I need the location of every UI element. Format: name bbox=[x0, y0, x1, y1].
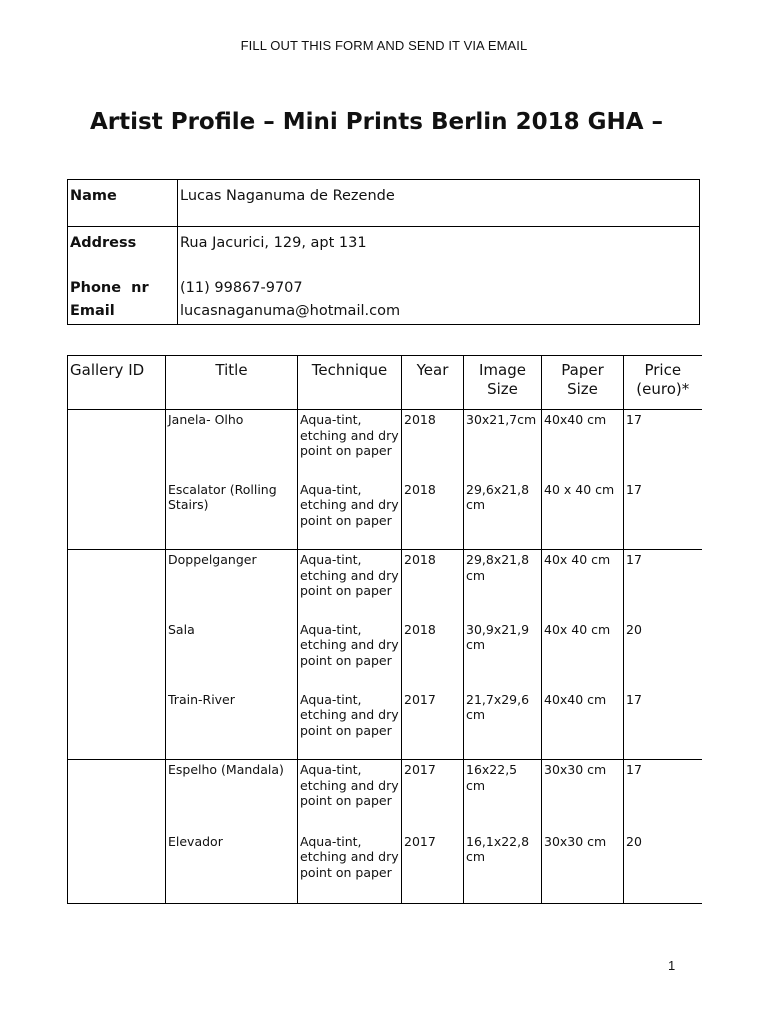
work-paper-size: 40x40 cm bbox=[542, 410, 624, 480]
work-image-size: 16x22,5 cm bbox=[464, 760, 542, 832]
address-value: Rua Jacurici, 129, apt 131 bbox=[180, 235, 367, 251]
work-price: 20 bbox=[624, 832, 702, 904]
work-technique: Aqua-tint, etching and dry point on paper bbox=[298, 690, 402, 760]
work-paper-size: 30x30 cm bbox=[542, 760, 624, 832]
name-row bbox=[68, 180, 700, 227]
phone-label: Phone nr bbox=[70, 280, 149, 296]
contact-label-cell bbox=[68, 227, 178, 325]
work-year: 2018 bbox=[402, 620, 464, 690]
contact-value-cell[interactable] bbox=[178, 227, 700, 325]
work-title: Elevador bbox=[166, 832, 298, 904]
works-header-row bbox=[68, 356, 702, 410]
gallery-id-cell[interactable] bbox=[68, 410, 166, 550]
page-number: 1 bbox=[668, 958, 676, 973]
table-row bbox=[68, 760, 702, 832]
work-price: 17 bbox=[624, 760, 702, 832]
work-year: 2018 bbox=[402, 480, 464, 550]
work-technique: Aqua-tint, etching and dry point on paper bbox=[298, 832, 402, 904]
work-image-size: 21,7x29,6 cm bbox=[464, 690, 542, 760]
contact-row bbox=[68, 227, 700, 325]
work-technique: Aqua-tint, etching and dry point on paper bbox=[298, 550, 402, 620]
phone-value: (11) 99867-9707 bbox=[180, 280, 303, 296]
name-label: Name bbox=[70, 188, 117, 204]
work-year: 2017 bbox=[402, 832, 464, 904]
work-technique: Aqua-tint, etching and dry point on paper bbox=[298, 760, 402, 832]
work-title: Espelho (Mandala) bbox=[168, 762, 284, 777]
work-technique: Aqua-tint, etching and dry point on paper bbox=[298, 480, 402, 550]
table-row bbox=[68, 410, 702, 480]
work-title: Sala bbox=[168, 621, 195, 637]
work-year: 2017 bbox=[402, 760, 464, 832]
gallery-id-cell[interactable] bbox=[68, 550, 166, 760]
col-image-size bbox=[464, 356, 542, 410]
work-title: Escalator (Rolling Stairs) bbox=[168, 481, 277, 512]
work-image-size: 29,8x21,8 cm bbox=[464, 550, 542, 620]
work-image-size: 29,6x21,8 cm bbox=[464, 480, 542, 550]
artist-profile-table bbox=[67, 179, 700, 325]
work-paper-size: 40x40 cm bbox=[542, 690, 624, 760]
work-price: 17 bbox=[624, 550, 702, 620]
work-image-size: 30,9x21,9 cm bbox=[464, 620, 542, 690]
gallery-id-cell[interactable] bbox=[68, 760, 166, 904]
form-instruction: FILL OUT THIS FORM AND SEND IT VIA EMAIL bbox=[240, 38, 528, 53]
col-technique: Technique bbox=[298, 356, 402, 410]
page-title: Artist Profile – Mini Prints Berlin 2018 GHA – bbox=[90, 109, 664, 135]
name-value-cell[interactable] bbox=[178, 180, 700, 227]
work-year: 2018 bbox=[402, 550, 464, 620]
address-label: Address bbox=[70, 235, 137, 251]
work-technique: Aqua-tint, etching and dry point on paper bbox=[298, 620, 402, 690]
name-label-cell bbox=[68, 180, 178, 227]
work-paper-size: 40 x 40 cm bbox=[542, 480, 624, 550]
works-table bbox=[67, 355, 702, 904]
col-gallery-id: Gallery ID bbox=[68, 356, 166, 410]
work-title: Train-River bbox=[168, 691, 235, 707]
col-price bbox=[624, 356, 702, 410]
col-paper-size bbox=[542, 356, 624, 410]
email-label: Email bbox=[70, 303, 115, 319]
work-paper-size: 40x 40 cm bbox=[542, 550, 624, 620]
col-year: Year bbox=[402, 356, 464, 410]
col-image-size-line2: Size bbox=[487, 380, 518, 398]
col-paper-size-line2: Size bbox=[567, 380, 598, 398]
col-paper-size-line1: Paper bbox=[561, 361, 604, 379]
work-price: 17 bbox=[624, 410, 702, 480]
work-image-size: 16,1x22,8 cm bbox=[464, 832, 542, 904]
col-price-line1: Price bbox=[644, 361, 682, 379]
col-price-line2: (euro)* bbox=[636, 380, 690, 398]
work-paper-size: 40x 40 cm bbox=[542, 620, 624, 690]
work-title: Doppelganger bbox=[168, 552, 257, 567]
work-technique: Aqua-tint, etching and dry point on paper bbox=[298, 410, 402, 480]
table-row bbox=[68, 550, 702, 620]
col-title: Title bbox=[166, 356, 298, 410]
work-year: 2018 bbox=[402, 410, 464, 480]
work-year: 2017 bbox=[402, 690, 464, 760]
work-title: Janela- Olho bbox=[168, 412, 244, 427]
work-price: 17 bbox=[624, 480, 702, 550]
email-value: lucasnaganuma@hotmail.com bbox=[180, 303, 401, 319]
work-paper-size: 30x30 cm bbox=[542, 832, 624, 904]
work-image-size: 30x21,7cm bbox=[464, 410, 542, 480]
name-value: Lucas Naganuma de Rezende bbox=[180, 188, 395, 204]
work-price: 17 bbox=[624, 690, 702, 760]
work-price: 20 bbox=[624, 620, 702, 690]
col-image-size-line1: Image bbox=[479, 361, 526, 379]
